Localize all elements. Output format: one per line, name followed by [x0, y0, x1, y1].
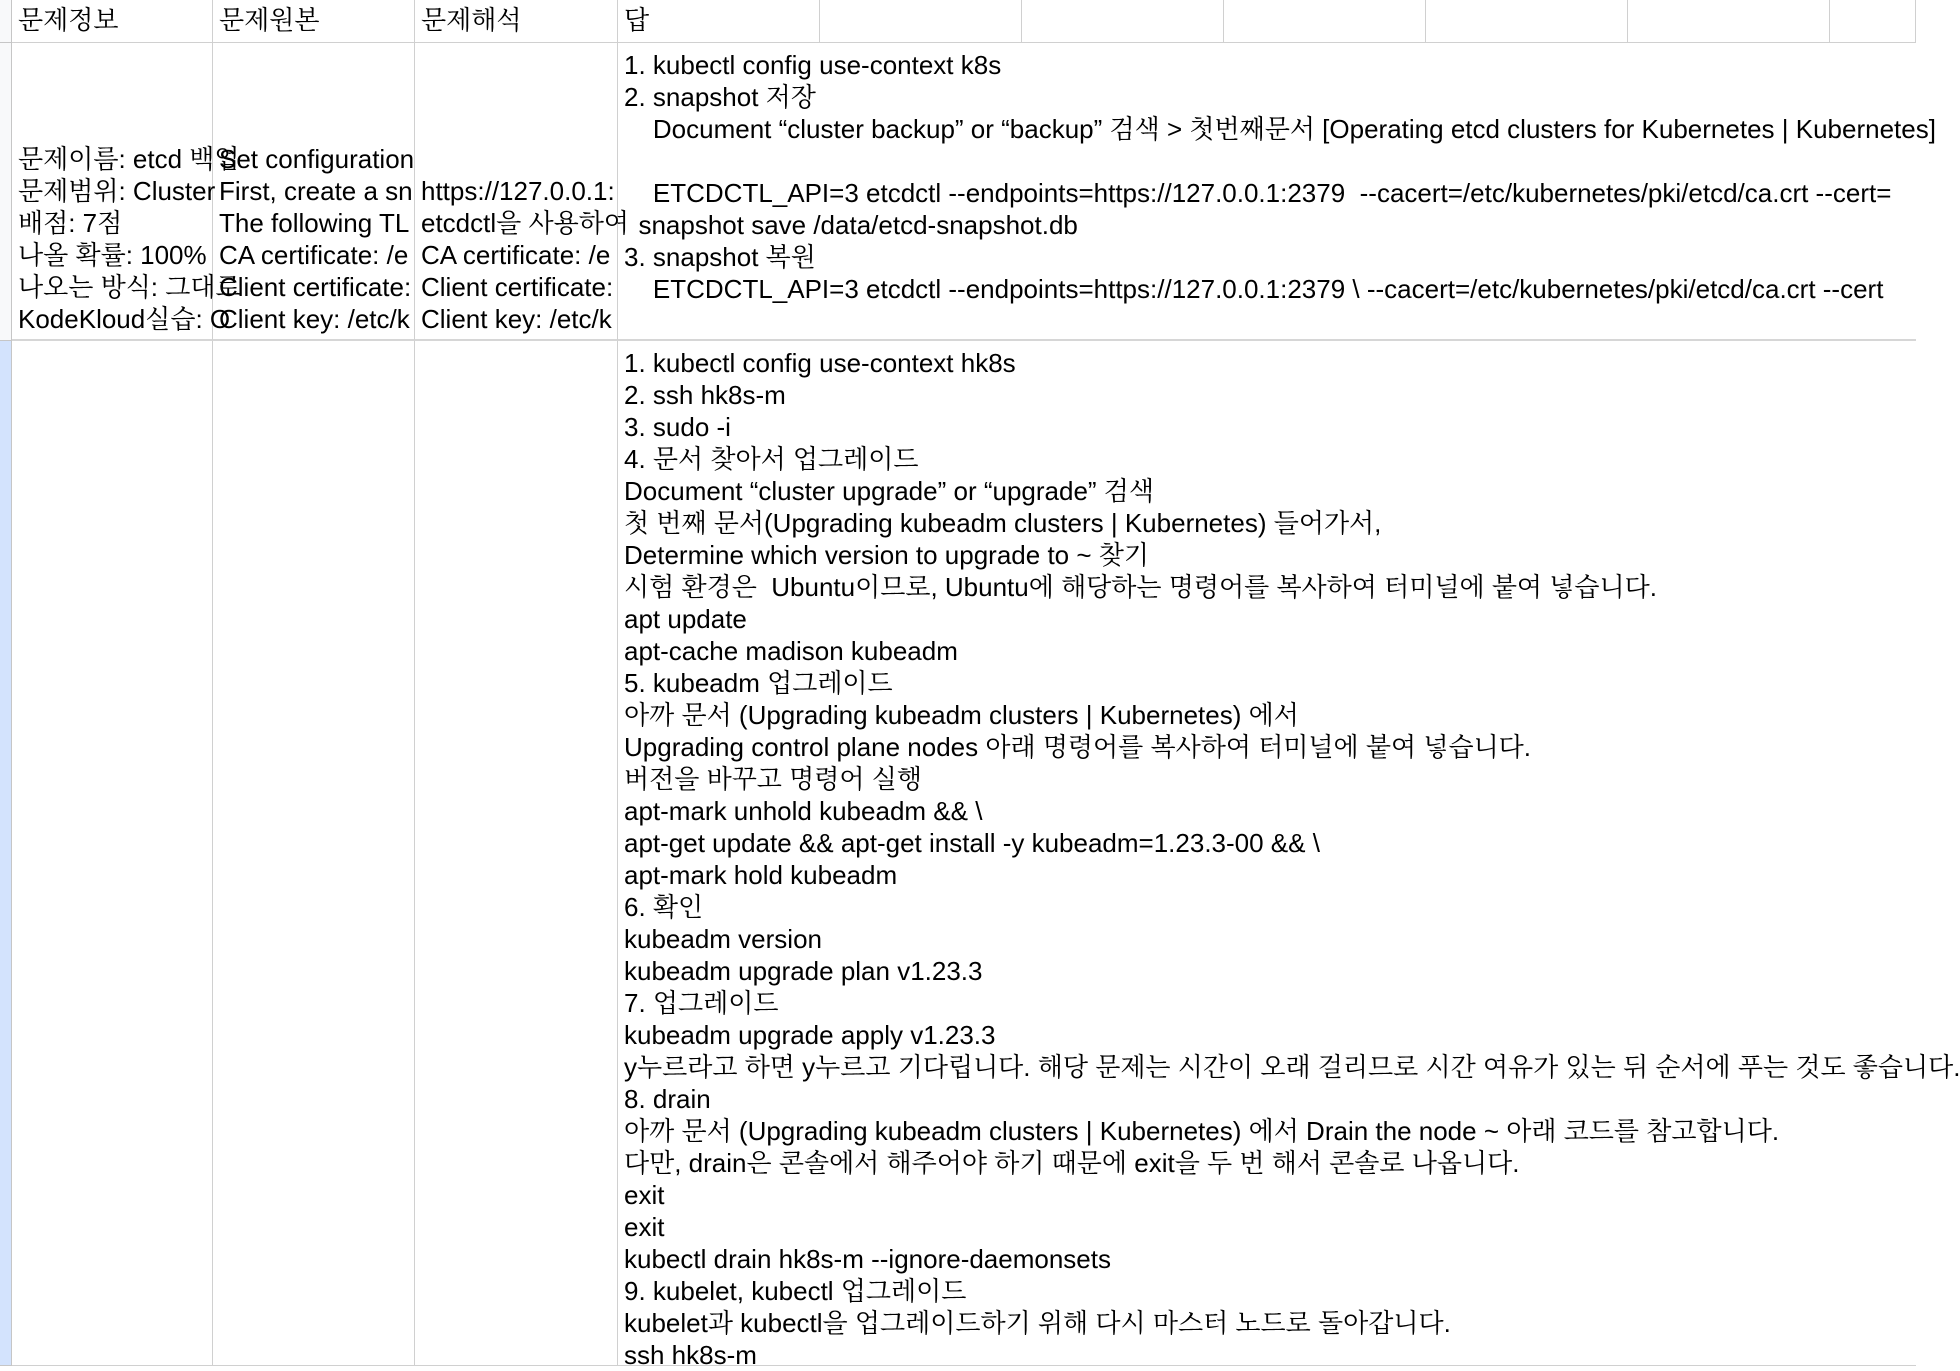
cell-line: apt-get update && apt-get install -y kubeadm=1.23.3-00 && \ [624, 828, 1320, 858]
cell-line: 문제이름: etcd 백업 [18, 144, 240, 174]
cell-line: apt update [624, 604, 747, 634]
cell-line: 배점: 7점 [18, 208, 123, 238]
cell-empty[interactable] [12, 341, 213, 1366]
cell-line: Set configuration [219, 144, 415, 174]
cell-line: Determine which version to upgrade to ~ 찾기 [624, 540, 1149, 570]
header-cell-info[interactable] [12, 0, 213, 43]
cell-problem-translation[interactable] [415, 43, 629, 341]
header-cell-answer[interactable] [618, 0, 820, 43]
cell-line: Document “cluster upgrade” or “upgrade” 검색 [624, 476, 1155, 506]
cell-line: apt-mark unhold kubeadm && \ [624, 796, 983, 826]
cell-line: 버전을 바꾸고 명령어 실행 [624, 764, 922, 794]
header-label-info: 문제정보 [18, 5, 119, 35]
cell-line: Client certificate: [219, 272, 412, 302]
cell-line: 9. kubelet, kubectl 업그레이드 [624, 1276, 967, 1306]
cell-line: Client key: /etc/k [219, 304, 410, 334]
cell-answer[interactable] [618, 341, 1960, 1370]
header-cell-translation[interactable] [415, 0, 618, 43]
cell-line: ETCDCTL_API=3 etcdctl --endpoints=https://127.0.0.1:2379 --cacert=/etc/kubernetes/pki/etcd/ca.crt --cert= [624, 178, 1892, 208]
cell-line: Client key: /etc/k [421, 304, 612, 334]
cell-line: 8. drain [624, 1084, 711, 1114]
header-cell-original[interactable] [213, 0, 415, 43]
cell-line: 6. 확인 [624, 892, 704, 922]
cell-problem-original[interactable] [213, 43, 415, 341]
row-header-1[interactable] [0, 0, 12, 43]
cell-line: etcdctl을 사용하여 [421, 208, 629, 238]
cell-line: apt-mark hold kubeadm [624, 860, 898, 890]
header-label-translation: 문제해석 [421, 5, 522, 35]
cell-line: kubelet과 kubectl을 업그레이드하기 위해 다시 마스터 노드로 돌아갑니다. [624, 1308, 1451, 1338]
row-header-2[interactable] [0, 43, 12, 341]
cell-line: First, create a sn [219, 176, 413, 206]
cell-line: ETCDCTL_API=3 etcdctl --endpoints=https://127.0.0.1:2379 \ --cacert=/etc/kubernetes/pki/etcd/ca.crt --cert [624, 274, 1884, 304]
header-cell-empty[interactable] [1022, 0, 1224, 43]
cell-line: 아까 문서 (Upgrading kubeadm clusters | Kubernetes) 에서 [624, 700, 1299, 730]
header-cell-empty[interactable] [1224, 0, 1426, 43]
header-cell-empty[interactable] [1830, 0, 1916, 43]
cell-line: KodeKloud실습: O [18, 304, 231, 334]
cell-line: kubeadm upgrade apply v1.23.3 [624, 1020, 996, 1050]
header-cell-empty[interactable] [820, 0, 1022, 43]
cell-line: Upgrading control plane nodes 아래 명령어를 복사하여 터미널에 붙여 넣습니다. [624, 732, 1532, 762]
cell-empty[interactable] [213, 341, 415, 1366]
row-header-3[interactable] [0, 341, 12, 1366]
cell-line: apt-cache madison kubeadm [624, 636, 958, 666]
cell-line: kubeadm upgrade plan v1.23.3 [624, 956, 983, 986]
cell-line: https://127.0.0.1: [421, 176, 615, 206]
cell-line: exit [624, 1180, 665, 1210]
cell-line: 5. kubeadm 업그레이드 [624, 668, 893, 698]
cell-line: 나오는 방식: 그대로 [18, 272, 241, 302]
cell-line: 1. kubectl config use-context hk8s [624, 348, 1016, 378]
header-cell-empty[interactable] [1426, 0, 1628, 43]
header-label-answer: 답 [624, 5, 650, 35]
header-cell-empty[interactable] [1628, 0, 1830, 43]
cell-line: y누르라고 하면 y누르고 기다립니다. 해당 문제는 시간이 오래 걸리므로 시간 여유가 있는 뒤 순서에 푸는 것도 좋습니다. [624, 1052, 1960, 1082]
cell-line: 4. 문서 찾아서 업그레이드 [624, 444, 919, 474]
cell-line: 7. 업그레이드 [624, 988, 779, 1018]
cell-line: kubeadm version [624, 924, 822, 954]
cell-line: snapshot save /data/etcd-snapshot.db [624, 210, 1078, 240]
cell-line: 1. kubectl config use-context k8s [624, 50, 1002, 80]
cell-line: 시험 환경은 Ubuntu이므로, Ubuntu에 해당하는 명령어를 복사하여 터미널에 붙여 넣습니다. [624, 572, 1657, 602]
cell-line: 문제범위: Cluster [18, 176, 216, 206]
cell-line: CA certificate: /e [421, 240, 611, 270]
cell-line: 3. snapshot 복원 [624, 242, 816, 272]
cell-line [624, 145, 1916, 177]
cell-line: Document “cluster backup” or “backup” 검색 > 첫번째문서 [Operating etcd clusters for Kubernetes | Kubernetes] [624, 114, 1936, 144]
cell-line: kubectl drain hk8s-m --ignore-daemonsets [624, 1244, 1111, 1274]
cell-line: 다만, drain은 콘솔에서 해주어야 하기 때문에 exit을 두 번 해서 콘솔로 나옵니다. [624, 1148, 1520, 1178]
cell-line: ssh hk8s-m [624, 1340, 757, 1370]
header-label-original: 문제원본 [219, 5, 320, 35]
cell-line: 나올 확률: 100% [18, 240, 207, 270]
cell-line: CA certificate: /e [219, 240, 409, 270]
cell-line: 아까 문서 (Upgrading kubeadm clusters | Kubernetes) 에서 Drain the node ~ 아래 코드를 참고합니다. [624, 1116, 1780, 1146]
cell-line: 2. ssh hk8s-m [624, 380, 786, 410]
cell-line: Client certificate: [421, 272, 614, 302]
cell-problem-info[interactable] [12, 43, 241, 341]
cell-line: 첫 번째 문서(Upgrading kubeadm clusters | Kubernetes) 들어가서, [624, 508, 1382, 538]
cell-line: exit [624, 1212, 665, 1242]
cell-line: 2. snapshot 저장 [624, 82, 816, 112]
cell-answer[interactable] [618, 43, 1936, 341]
cell-empty[interactable] [415, 341, 618, 1366]
cell-line: The following TL [219, 208, 410, 238]
cell-line: 3. sudo -i [624, 412, 731, 442]
